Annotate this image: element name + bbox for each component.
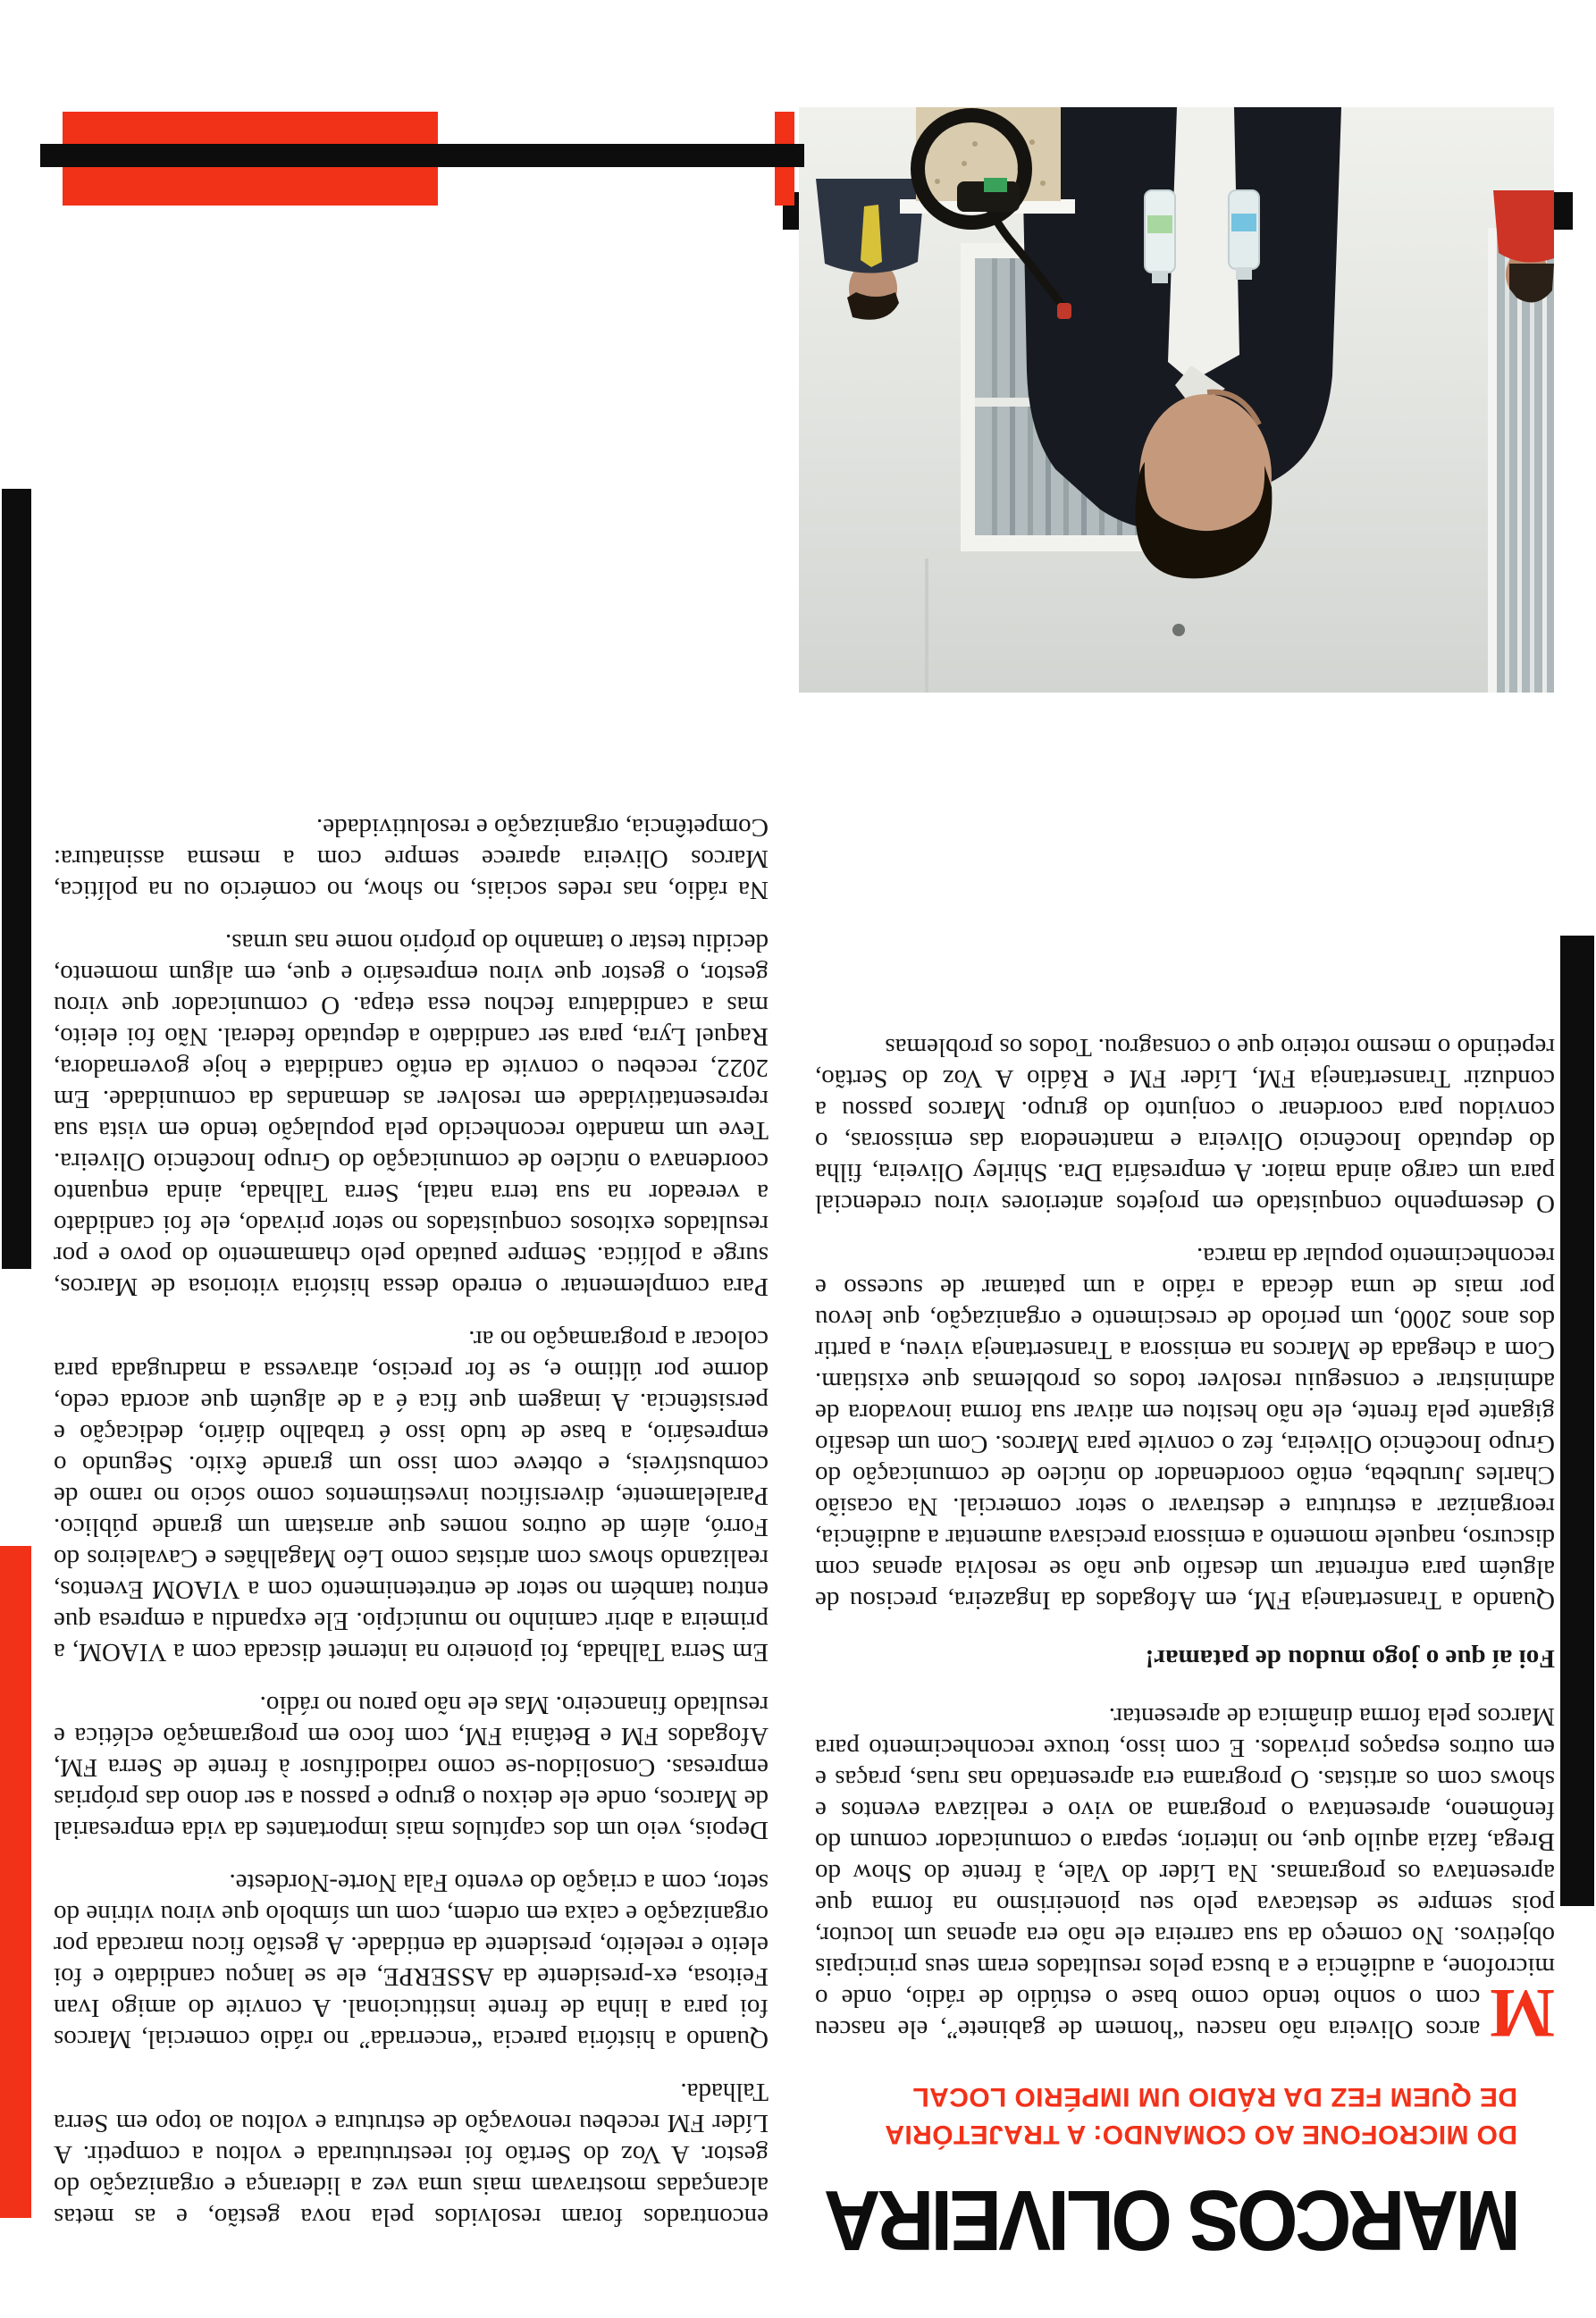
drop-cap: M	[1489, 1975, 1555, 2053]
bottom-black-rule	[40, 144, 804, 167]
paragraph: Depois, veio um dos capítulos mais importantes da vida empresarial de Marcos, onde ele deixou o grupo e passou a ser dono das próprias empresas. Consolidou-se como radiodifusor à frente de Serra FM, Afogados FM e Betânia FM, com foco em programação eclética e resultado financeiro. Mas ele não parou no rádio.	[54, 1691, 769, 1844]
article-column-right	[54, 790, 769, 2232]
wall-fixture	[1172, 624, 1185, 636]
article-column-left	[815, 1010, 1555, 2053]
paragraph: Na rádio, nas redes sociais, no show, no comércio ou na política, Marcos Oliveira aparece sempre com a mesma assinatura: Competência, organização e resolutividade.	[54, 813, 769, 904]
paragraph: O desempenho conquistado em projetos anteriores virou credencial para um cargo ainda maior. A empresária Dra. Shirley Oliveira, filha do deputado Inocêncio Oliveira e mantenedora das emissoras, o convidou para coordenar o conjunto do grupo. Marcos passou a conduzir Transertaneja FM, Líder FM e Rádio A Voz do Sertão, repetindo o mesmo roteiro que o consagrou. Todos os problemas	[815, 1033, 1555, 1218]
article-photo	[799, 107, 1554, 693]
right-edge-red-bar	[0, 1546, 31, 2218]
paragraph: Quando a história parecia “encerrada” no rádio comercial, Marcos foi para a linha de frente institucional. A convite do amigo Ivan Feitosa, ex-presidente da ASSERPE, ele se lançou candidato e foi eleito e reeleito, presidente da entidade. A gestão ficou marcada por organização e caixa em ordem, com um símbolo que virou vitrine do setor, com a criação do evento Fala Norte-Nordeste.	[54, 1869, 769, 2053]
paragraph: encontrados foram resolvidos pela nova gestão, e as metas alcançadas mostravam mais uma vez a liderança e organização do gestor. A Voz do Sertão foi reestruturada e voltou a competir. A Líder FM recebeu renovação de estrutura e voltou ao topo em Serra Talhada.	[54, 2078, 769, 2231]
pull-quote: Foi aí que o jogo mudou de patamar!	[1145, 1644, 1555, 1673]
kicker-line-1: DO MICROFONE AO COMANDO: A TRAJETÓRIA	[884, 2120, 1517, 2149]
left-edge-black-bar	[1560, 936, 1594, 1906]
paragraph: Em Serra Talhada, foi pioneiro na internet discada com a VIAOM, a primeira a abrir caminho no município. Ele expandiu a empresa que entrou também no setor de entretenimento com a VIAOM Eventos, realizando shows com artistas como Léo Magalhães e Cavaleiros do Forró, além de outros nomes que arrastam um grande público. Paralelamente, diversificou investimentos como sócio no ramo de combustíveis, e obteve com isso um grande êxito. Segundo o empresário, a base de tudo isso é trabalho diário, dedicação e persistência. A imagem que fica é a de alguém que acorda cedo, dorme por último e, se for preciso, atravessa a madrugada para colocar a programação no ar.	[54, 1325, 769, 1667]
wall-corner	[925, 559, 928, 693]
kicker-line-2: DE QUEM FEZ DA RÁDIO UM IMPÉRIO LOCAL	[911, 2082, 1517, 2112]
page-title: MARCOS OLIVEIRA	[827, 2171, 1521, 2268]
right-edge-black-bar	[2, 489, 31, 1269]
intro-paragraph	[815, 1701, 1555, 2053]
paragraph: Para complementar o enredo dessa história vitoriosa de Marcos, surge a política. Sempre pautado pelo chamamento do povo e por resultados exitosos conquistados no setor privado, ele foi candidato a vereador na sua terra natal, Serra Talhada, ainda enquanto coordenava o núcleo de comunicação do Grupo Inocêncio Oliveira. Teve um mandato reconhecido pela população tendo em vista sua representatividade em resolver as demandas da comunidade. Em 2022, recebeu o convite da então candidata e hoje governadora, Raquel Lyra, para ser candidato a deputado federal. Não foi eleito, mas a candidatura fechou essa etapa. O comunicador que virou gestor, o gestor que virou empresário e que, em algum momento, decidiu testar o tamanho do próprio nome nas urnas.	[54, 928, 769, 1301]
intro-text: arcos Oliveira não nasceu “homem de gabinete”, ele nasceu com o sonho tendo como base o estúdio de rádio, onde o microfone, a audiência e a busca pelos resultados eram seus principais objetivos. No começo da sua carreira ele não era apenas um locutor, pois sempre se destacava pelo seu pioneirismo na forma que apresentava os programas. Na Líder do Vale, à frente do Show do Brega, fazia aquilo que, no interior, separa o comunicador comum do fenômeno, apresentava o programa ao vivo e realizava eventos e shows com os artistas. O programa era apresentado nas ruas, praças e em outros espaços privados. E com isso, trouxe reconhecimento para Marcos pela forma dinâmica de apresentar.	[815, 1702, 1555, 2044]
paragraph: Quando a Transertaneja FM, em Afogados da Ingazeira, precisou de alguém para enfrentar um desafio que não se resolvia apenas com discurso, naquele momento a emissora precisava aumentar a audiência, reorganizar a estrutura e destravar o setor comercial. Na ocasião Charles Jurubeba, então coordenador do núcleo de comunicação do Grupo Inocêncio Oliveira, fez o convite para Marcos. Com um desafio gigante pela frente, ele não hesitou em ativar sua forma inovadora de administrar e conseguiu resolver todos os problemas que existiam. Com a chegada de Marcos na emissora a Transertaneja viveu, a partir dos anos 2000, um período de crescimento e organização, que levou por mais de uma década a rádio a um patamar de sucesso e reconhecimento popular da marca.	[815, 1242, 1555, 1615]
